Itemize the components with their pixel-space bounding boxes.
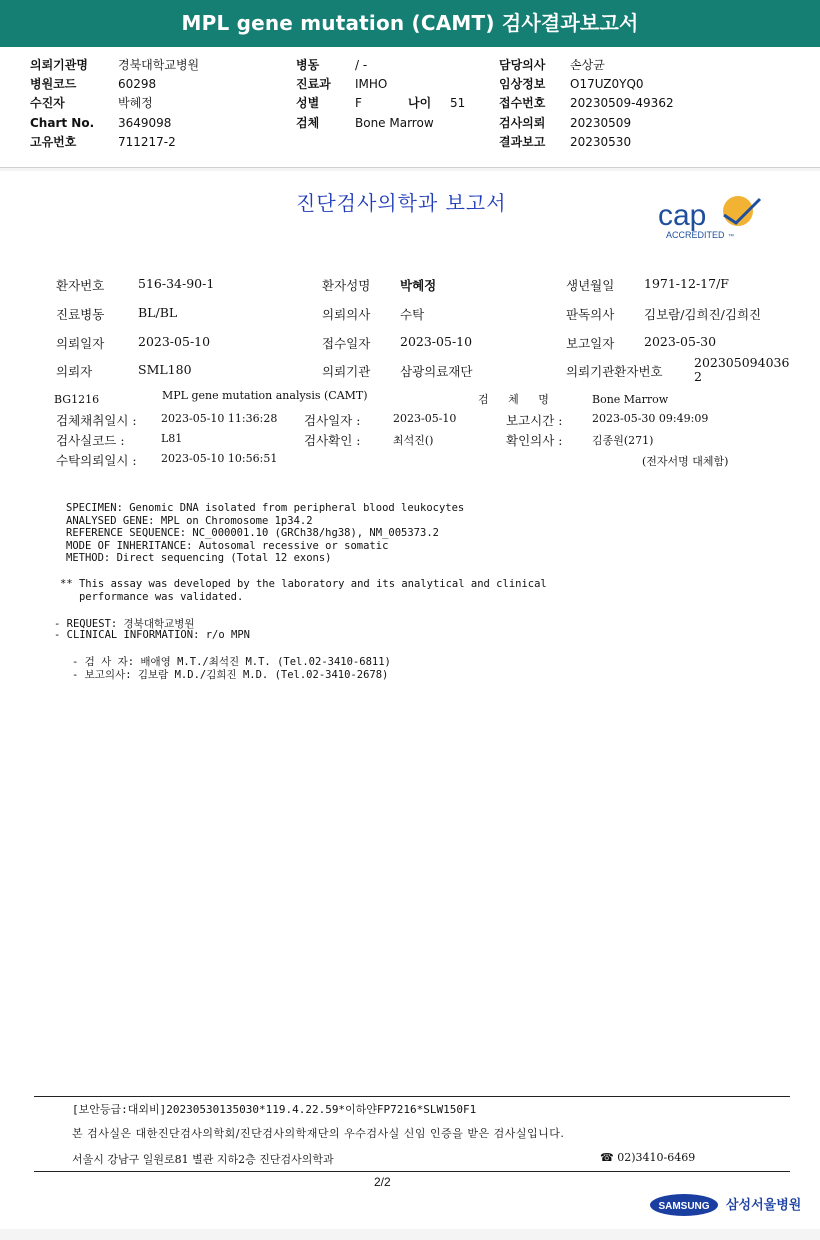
info-value: 김보람/김희진/김희진	[644, 307, 762, 322]
specimen-detail-line: SPECIMEN: Genomic DNA isolated from peripheral blood leukocytes	[66, 502, 465, 514]
lab-phone: ☎ 02)3410-6469	[600, 1151, 696, 1164]
report-title-bar: MPL gene mutation (CAMT) 검사결과보고서	[0, 0, 820, 47]
header-value: 60298	[118, 77, 157, 91]
meta-value: 2023-05-10 11:36:28	[161, 412, 278, 425]
age-label: 나이	[408, 96, 432, 110]
request-line: - REQUEST: 경북대학교병원	[54, 618, 195, 630]
request-line: - CLINICAL INFORMATION: r/o MPN	[54, 629, 250, 641]
samsung-hospital-logo	[650, 1191, 800, 1219]
header-value: 711217-2	[118, 135, 176, 149]
header-value: 경북대학교병원	[118, 58, 200, 72]
header-label: 접수번호	[499, 96, 546, 110]
security-line: [보안등급:대외비]20230530135030*119.4.22.59*이하얀FP7216*SLW150F1	[72, 1103, 477, 1116]
info-label: 의뢰기관	[322, 364, 371, 379]
header-value: 20230530	[570, 135, 632, 149]
header-value: F	[355, 96, 362, 110]
test-code: BG1216	[54, 393, 100, 406]
header-value: / -	[355, 58, 368, 72]
info-value: 삼광의료재단	[400, 364, 473, 379]
page-number: 2/2	[374, 1175, 391, 1189]
meta-value: 2023-05-30 09:49:09	[592, 412, 709, 425]
header-label: 결과보고	[499, 135, 546, 149]
patient-header	[0, 47, 820, 167]
meta-value: 최석진()	[393, 434, 434, 447]
info-label: 환자번호	[56, 278, 105, 293]
specimen-detail-line: ANALYSED GENE: MPL on Chromosome 1p34.2	[66, 514, 313, 527]
info-value: SML180	[138, 362, 192, 377]
meta-label: 보고시간 :	[506, 413, 563, 428]
header-label: Chart No.	[30, 116, 95, 130]
info-value: 박혜정	[400, 278, 437, 293]
header-value: 박혜정	[118, 96, 153, 110]
meta-label: 확인의사 :	[506, 433, 563, 448]
info-label: 의뢰의사	[322, 307, 371, 322]
report-page	[0, 171, 820, 1229]
test-name: MPL gene mutation analysis (CAMT)	[162, 389, 368, 402]
header-label: 검사의뢰	[499, 116, 546, 130]
cap-accredited-logo	[656, 193, 766, 243]
info-value: BL/BL	[138, 305, 178, 320]
lab-address: 서울시 강남구 일원로81 별관 지하2층 진단검사의학과	[72, 1153, 334, 1166]
report-title: 진단검사의학과 보고서	[296, 191, 507, 215]
staff-line: - 검 사 자: 배애영 M.T./최석진 M.T. (Tel.02-3410-6811)	[72, 656, 391, 668]
specimen-detail-line: REFERENCE SEQUENCE: NC_000001.10 (GRCh38/hg38), NM_005373.2	[66, 527, 439, 540]
specimen-label: 검 체 명	[478, 393, 557, 406]
info-label: 판독의사	[566, 307, 615, 322]
electronic-signature-note: (전자서명 대체함)	[642, 455, 729, 468]
header-label: 진료과	[296, 77, 331, 91]
header-divider	[0, 167, 820, 168]
info-value: 516-34-90-1	[138, 276, 215, 291]
specimen-detail-line: MODE OF INHERITANCE: Autosomal recessive or somatic	[66, 539, 389, 552]
info-label: 의뢰일자	[56, 336, 105, 351]
header-label: 고유번호	[30, 135, 77, 149]
info-value: 수탁	[400, 307, 425, 322]
header-label: 검체	[296, 116, 320, 130]
svg-text:™: ™	[728, 234, 734, 240]
age-value: 51	[450, 96, 466, 110]
header-value: 20230509	[570, 116, 632, 130]
meta-value: 2023-05-10	[393, 412, 457, 425]
info-value-cont: 2	[694, 369, 702, 384]
info-label: 의뢰기관환자번호	[566, 364, 663, 379]
meta-label: 수탁의뢰일시 :	[56, 453, 137, 468]
meta-value: 2023-05-10 10:56:51	[161, 452, 278, 465]
svg-text:ACCREDITED: ACCREDITED	[666, 230, 725, 240]
specimen-detail-line: METHOD: Direct sequencing (Total 12 exons)	[66, 552, 332, 565]
header-value: Bone Marrow	[355, 116, 434, 130]
info-label: 의뢰자	[56, 364, 93, 379]
info-value: 2023-05-30	[644, 334, 717, 349]
info-value: 2023-05-10	[138, 334, 211, 349]
meta-value: L81	[161, 432, 183, 445]
meta-label: 검사일자 :	[304, 413, 361, 428]
info-label: 보고일자	[566, 336, 615, 351]
info-label: 생년월일	[566, 278, 615, 293]
staff-line: - 보고의사: 김보람 M.D./김희진 M.D. (Tel.02-3410-2678)	[72, 669, 389, 681]
header-label: 병원코드	[30, 77, 77, 91]
meta-label: 검사확인 :	[304, 433, 361, 448]
svg-text:삼성서울병원: 삼성서울병원	[726, 1198, 800, 1213]
footer-bottom-rule	[34, 1171, 790, 1172]
svg-text:cap: cap	[658, 199, 707, 232]
header-value: 손상균	[570, 58, 605, 72]
header-label: 담당의사	[499, 58, 546, 72]
meta-label: 검체채취일시 :	[56, 413, 137, 428]
header-value: IMHO	[355, 77, 388, 91]
header-value: O17UZ0YQ0	[570, 77, 644, 91]
info-value: 202305094036	[694, 355, 790, 370]
info-label: 접수일자	[322, 336, 371, 351]
svg-text:SAMSUNG: SAMSUNG	[658, 1201, 710, 1212]
info-label: 환자성명	[322, 278, 371, 293]
header-value: 3649098	[118, 116, 172, 130]
meta-value: 김종원(271)	[592, 434, 654, 447]
accreditation-statement: 본 검사실은 대한진단검사의학회/진단검사의학재단의 우수검사실 신임 인증을 받은 검사실입니다.	[72, 1127, 565, 1140]
info-label: 진료병동	[56, 307, 105, 322]
header-label: 임상정보	[499, 77, 546, 91]
validation-note-line: ** This assay was developed by the laboratory and its analytical and clinical	[60, 578, 547, 590]
header-label: 수진자	[30, 96, 65, 110]
header-label: 성별	[296, 96, 320, 110]
specimen-value: Bone Marrow	[592, 393, 669, 406]
header-value: 20230509-49362	[570, 96, 674, 110]
header-label: 의뢰기관명	[30, 58, 88, 72]
info-value: 1971-12-17/F	[644, 276, 729, 291]
info-value: 2023-05-10	[400, 334, 473, 349]
validation-note-line: performance was validated.	[60, 591, 244, 603]
header-label: 병동	[296, 58, 320, 72]
footer-top-rule	[34, 1096, 790, 1097]
meta-label: 검사실코드 :	[56, 433, 125, 448]
